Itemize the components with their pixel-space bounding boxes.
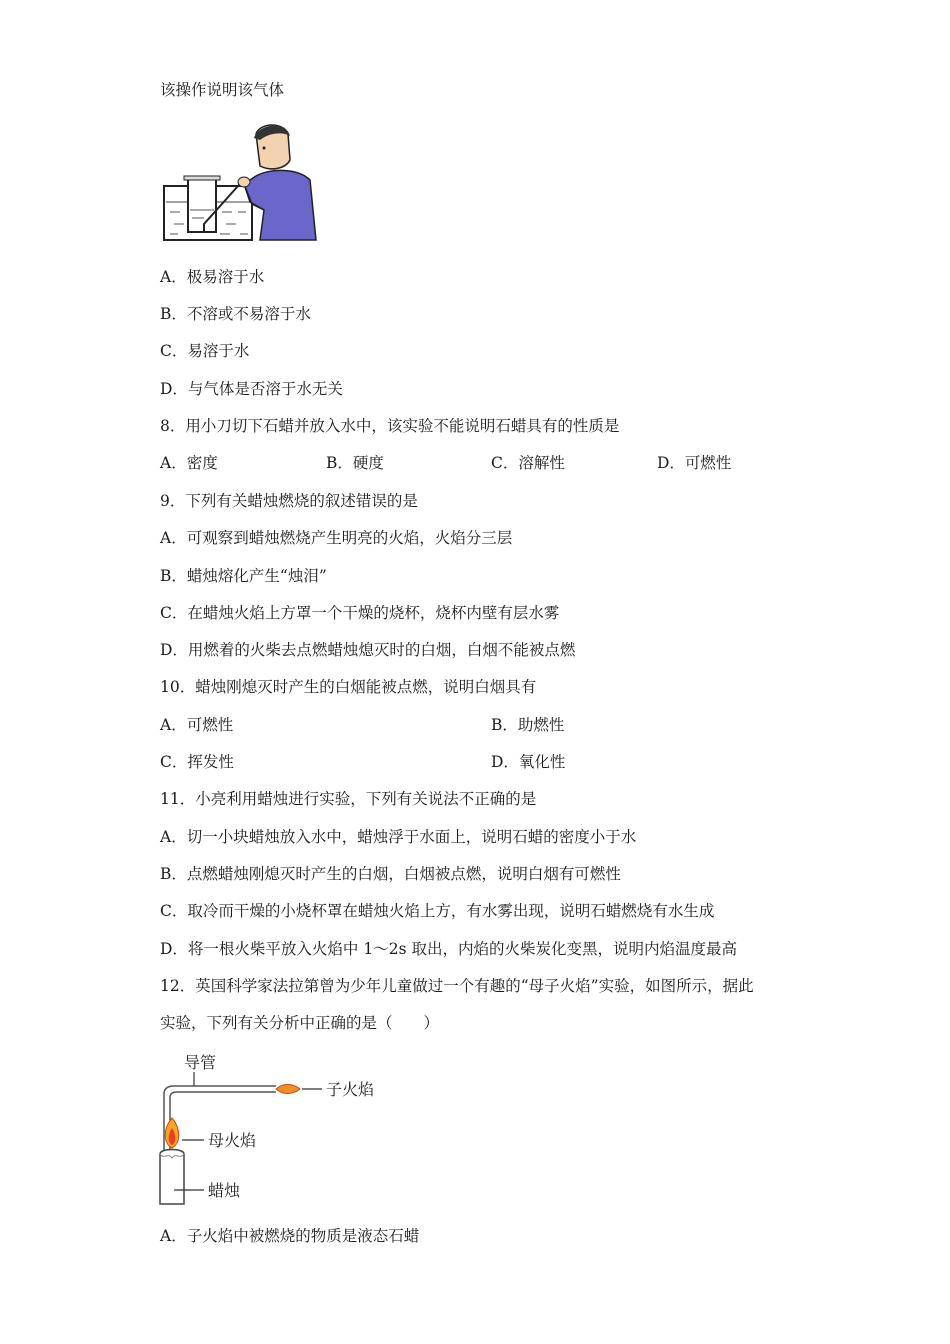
q9-option-c: C．在蜡烛火焰上方罩一个干燥的烧杯，烧杯内壁有层水雾 bbox=[160, 604, 560, 622]
mother-child-flame-figure bbox=[150, 1048, 390, 1212]
q9-option-d: D．用燃着的火柴去点燃蜡烛熄灭时的白烟，白烟不能被点燃 bbox=[160, 641, 576, 659]
label-candle: 蜡烛 bbox=[208, 1181, 241, 1200]
q10-stem: 10．蜡烛刚熄灭时产生的白烟能被点燃，说明白烟具有 bbox=[160, 678, 537, 696]
q11-option-b: B．点燃蜡烛刚熄灭时产生的白烟，白烟被点燃，说明白烟有可燃性 bbox=[160, 865, 621, 883]
q7-option-b: B．不溶或不易溶于水 bbox=[160, 305, 311, 323]
gas-collection-illustration bbox=[160, 120, 320, 246]
q9-stem: 9．下列有关蜡烛燃烧的叙述错误的是 bbox=[160, 492, 418, 510]
q11-option-a: A．切一小块蜡烛放入水中，蜡烛浮于水面上，说明石蜡的密度小于水 bbox=[160, 828, 637, 846]
q9-option-b: B．蜡烛熔化产生“烛泪” bbox=[160, 567, 327, 585]
q10-option-a: A．可燃性 bbox=[160, 716, 234, 734]
q12-stem-line1: 12．英国科学家法拉第曾为少年儿童做过一个有趣的“母子火焰”实验，如图所示，据此 bbox=[160, 977, 754, 995]
q11-option-c: C．取冷而干燥的小烧杯罩在蜡烛火焰上方，有水雾出现，说明石蜡燃烧有水生成 bbox=[160, 902, 715, 920]
q10-option-c: C．挥发性 bbox=[160, 753, 234, 771]
q7-stem: 该操作说明该气体 bbox=[160, 81, 285, 99]
q8-stem: 8．用小刀切下石蜡并放入水中，该实验不能说明石蜡具有的性质是 bbox=[160, 417, 620, 435]
q9-option-a: A．可观察到蜡烛燃烧产生明亮的火焰，火焰分三层 bbox=[160, 529, 513, 547]
q7-option-c: C．易溶于水 bbox=[160, 342, 250, 360]
label-child-flame: 子火焰 bbox=[326, 1080, 375, 1099]
mother-child-flame-diagram bbox=[150, 1048, 390, 1208]
q12-option-a: A．子火焰中被燃烧的物质是液态石蜡 bbox=[160, 1227, 420, 1245]
q10-option-b: B．助燃性 bbox=[491, 716, 565, 734]
q7-option-a: A．极易溶于水 bbox=[160, 268, 265, 286]
q11-stem: 11．小亮利用蜡烛进行实验，下列有关说法不正确的是 bbox=[160, 790, 537, 808]
q7-option-d: D．与气体是否溶于水无关 bbox=[160, 380, 343, 398]
q11-option-d: D．将一根火柴平放入火焰中 1～2s 取出，内焰的火柴炭化变黑，说明内焰温度最高 bbox=[160, 940, 737, 958]
q8-option-c: C．溶解性 bbox=[491, 454, 565, 472]
q8-option-b: B．硬度 bbox=[326, 454, 384, 472]
label-mother-flame: 母火焰 bbox=[208, 1131, 257, 1150]
q12-stem-line2: 实验，下列有关分析中正确的是（ ） bbox=[160, 1014, 440, 1032]
gas-collection-figure bbox=[160, 120, 320, 250]
q10-option-d: D．氧化性 bbox=[491, 753, 566, 771]
q8-option-a: A．密度 bbox=[160, 454, 218, 472]
q8-option-d: D．可燃性 bbox=[657, 454, 732, 472]
label-tube: 导管 bbox=[184, 1053, 217, 1072]
